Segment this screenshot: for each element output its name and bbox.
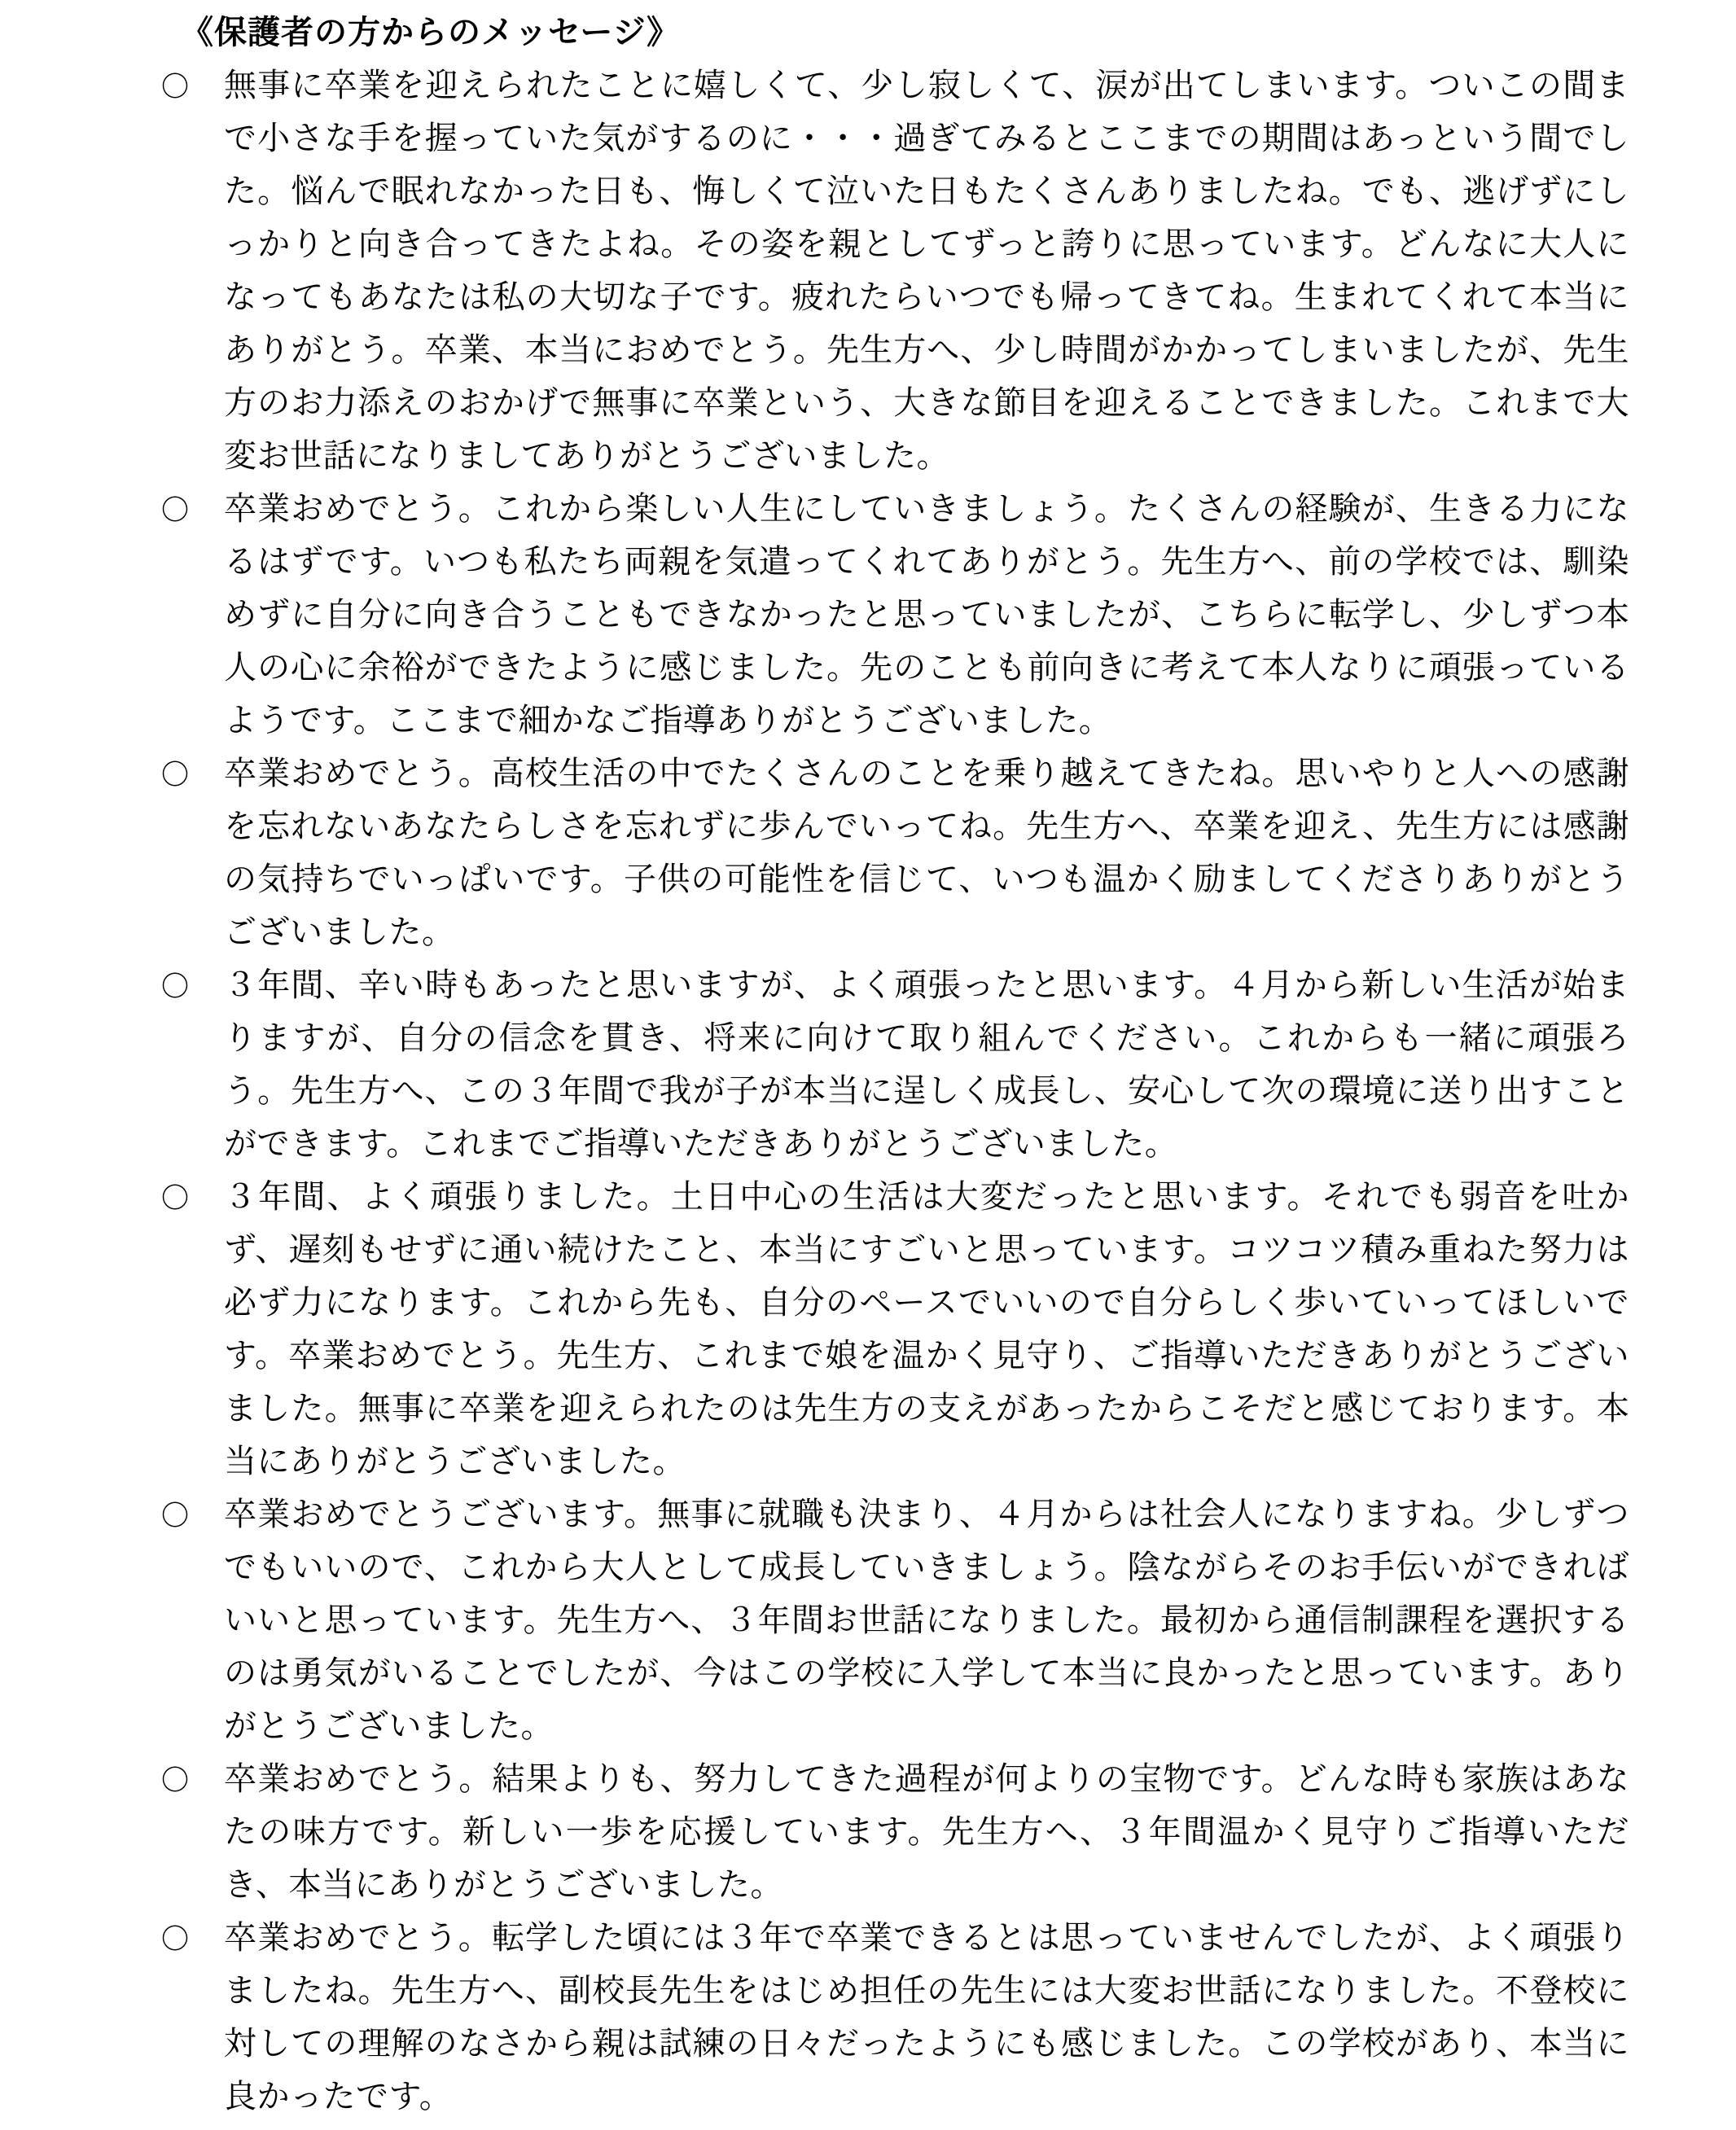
bullet-circle-icon: 〇 bbox=[161, 1765, 189, 1796]
bullet-circle-icon: 〇 bbox=[161, 971, 189, 1002]
message-text: 卒業おめでとう。結果よりも、努力してきた過程が何よりの宝物です。どんな時も家族はあなたの味方です。新しい一歩を応援しています。先生方へ、３年間温かく見守りご指導いただき、本当にありがとうございました。 bbox=[224, 1761, 1629, 1903]
bullet-circle-icon: 〇 bbox=[161, 72, 189, 103]
bullet-circle-icon: 〇 bbox=[161, 1501, 189, 1532]
list-item bbox=[161, 483, 1736, 747]
message-text: 卒業おめでとうございます。無事に就職も決まり、４月からは社会人になりますね。少しずつでもいいので、これから大人として成長していきましょう。陰ながらそのお手伝いができればいいと思っています。先生方へ、３年間お世話になりました。最初から通信制課程を選択するのは勇気がいることでしたが、今はこの学校に入学して本当に良かったと思っています。ありがとうございました。 bbox=[224, 1497, 1629, 1744]
message-text: 無事に卒業を迎えられたことに嬉しくて、少し寂しくて、涙が出てしまいます。ついこの間まで小さな手を握っていた気がするのに・・・過ぎてみるとここまでの期間はあっという間でした。悩んで眠れなかった日も、悔しくて泣いた日もたくさんありましたね。でも、逃げずにしっかりと向き合ってきたよね。その姿を親としてずっと誇りに思っています。どんなに大人になってもあなたは私の大切な子です。疲れたらいつでも帰ってきてね。生まれてくれて本当にありがとう。卒業、本当におめでとう。先生方へ、少し時間がかかってしまいましたが、先生方のお力添えのおかげで無事に卒業という、大きな節目を迎えることできました。これまで大変お世話になりましてありがとうございました。 bbox=[224, 68, 1629, 474]
message-text: 卒業おめでとう。これから楽しい人生にしていきましょう。たくさんの経験が、生きる力になるはずです。いつも私たち両親を気遣ってくれてありがとう。先生方へ、前の学校では、馴染めずに自分に向き合うこともできなかったと思っていましたが、こちらに転学し、少しずつ本人の心に余裕ができたように感じました。先のことも前向きに考えて本人なりに頑張っているようです。ここまで細かなご指導ありがとうございました。 bbox=[224, 491, 1629, 738]
list-item bbox=[161, 1488, 1736, 1753]
list-item bbox=[161, 959, 1736, 1171]
bullet-circle-icon: 〇 bbox=[161, 1924, 189, 1955]
page-title: 《保護者の方からのメッセージ》 bbox=[181, 15, 680, 50]
bullet-circle-icon: 〇 bbox=[161, 495, 189, 526]
list-item bbox=[161, 1753, 1736, 1912]
list-item bbox=[161, 1912, 1736, 2123]
bullet-circle-icon: 〇 bbox=[161, 1183, 189, 1214]
bullet-circle-icon: 〇 bbox=[161, 760, 189, 791]
message-text: 卒業おめでとう。転学した頃には３年で卒業できるとは思っていませんでしたが、よく頑張りましたね。先生方へ、副校長先生をはじめ担任の先生には大変お世話になりました。不登校に対しての理解のなさから親は試練の日々だったようにも感じました。この学校があり、本当に良かったです。 bbox=[224, 1920, 1629, 2115]
message-list bbox=[161, 59, 1736, 2123]
list-item bbox=[161, 747, 1736, 959]
message-text: ３年間、よく頑張りました。土日中心の生活は大変だったと思います。それでも弱音を吐かず、遅刻もせずに通い続けたこと、本当にすごいと思っています。コツコツ積み重ねた努力は必ず力になります。これから先も、自分のペースでいいので自分らしく歩いていってほしいです。卒業おめでとう。先生方、これまで娘を温かく見守り、ご指導いただきありがとうございました。無事に卒業を迎えられたのは先生方の支えがあったからこそだと感じております。本当にありがとうございました。 bbox=[224, 1179, 1629, 1479]
list-item bbox=[161, 59, 1736, 483]
list-item bbox=[161, 1171, 1736, 1488]
message-text: ３年間、辛い時もあったと思いますが、よく頑張ったと思います。４月から新しい生活が始まりますが、自分の信念を貫き、将来に向けて取り組んでください。これからも一緒に頑張ろう。先生方へ、この３年間で我が子が本当に逞しく成長し、安心して次の環境に送り出すことができます。これまでご指導いただきありがとうございました。 bbox=[224, 967, 1629, 1162]
message-text: 卒業おめでとう。高校生活の中でたくさんのことを乗り越えてきたね。思いやりと人への感謝を忘れないあなたらしさを忘れずに歩んでいってね。先生方へ、卒業を迎え、先生方には感謝の気持ちでいっぱいです。子供の可能性を信じて、いつも温かく励ましてくださりありがとうございました。 bbox=[224, 756, 1629, 950]
